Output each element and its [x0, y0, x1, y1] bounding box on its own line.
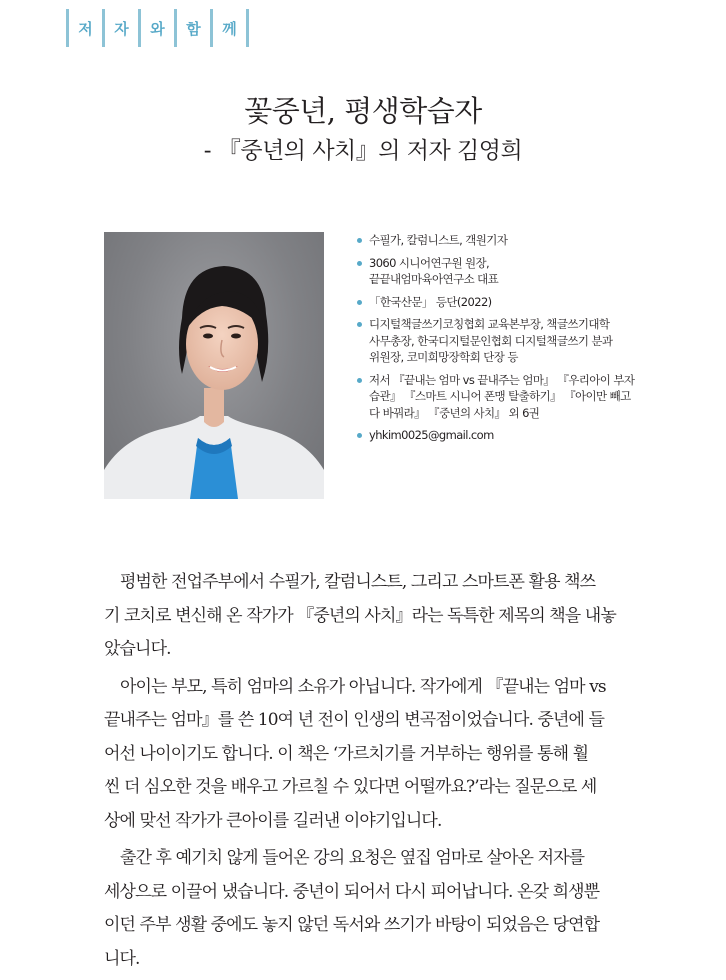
profile-item-text: 「한국산문」 등단(2022)	[369, 294, 492, 309]
paragraph-line: 평범한 전업주부에서 수필가, 칼럼니스트, 그리고 스마트폰 활용 책쓰	[120, 572, 596, 592]
profile-email: yhkim0025@gmail.com	[369, 428, 494, 442]
paragraph-line: 씬 더 심오한 것을 배우고 가르칠 수 있다면 어떨까요?’라는 질문으로 세	[104, 777, 597, 797]
article-paragraph	[104, 671, 649, 839]
section-tag-char: 저	[78, 19, 93, 38]
section-tag-char: 자	[114, 19, 129, 38]
paragraph-line: 기 코치로 변신해 온 작가가 『중년의 사치』라는 독특한 제목의 책을 내놓	[104, 605, 616, 626]
profile-item-text: 3060 시니어연구원 원장,	[369, 255, 490, 270]
paragraph-line: 상에 맞선 작가가 큰아이를 길러낸 이야기입니다.	[104, 810, 442, 831]
article-body	[104, 566, 649, 980]
profile-item-text: 습관』 『스마트 시니어 폰맹 탈출하기』 『아이만 빼고	[369, 389, 631, 403]
section-tag-char: 함	[186, 19, 201, 38]
profile-item-text: 위원장, 코미희망장학회 단장 등	[369, 350, 518, 364]
author-portrait	[104, 232, 324, 499]
profile-item	[355, 255, 655, 288]
profile-item-text: 끝끝내엄마육아연구소 대표	[369, 272, 499, 286]
section-tag	[66, 9, 249, 47]
profile-item-text: 수필가, 칼럼니스트, 객원기자	[369, 233, 508, 247]
paragraph-line: 니다.	[104, 948, 140, 969]
paragraph-line: 았습니다.	[104, 639, 171, 659]
author-portrait-illustration	[104, 232, 324, 499]
profile-item-text: 사무총장, 한국디지털문인협회 디지털책글쓰기 분과	[369, 333, 613, 348]
page-title: 꽃중년, 평생학습자	[244, 94, 482, 128]
paragraph-line: 어선 나이이기도 합니다. 이 책은 ‘가르치기를 거부하는 행위를 통해 훨	[104, 743, 589, 764]
paragraph-line: 끝내주는 엄마』를 쓴 10여 년 전이 인생의 변곡점이었습니다. 중년에 들	[104, 710, 605, 730]
section-tag-char: 와	[150, 19, 165, 38]
section-tag-char: 께	[222, 19, 237, 38]
profile-item	[355, 232, 655, 249]
article-paragraph	[104, 842, 649, 976]
profile-item	[355, 372, 655, 422]
profile-item-text: 저서 『끝내는 엄마 vs 끝내주는 엄마』 『우리아이 부자	[369, 372, 635, 387]
profile-item-text: 다 바꿔라』 『중년의 사치』 외 6권	[369, 405, 540, 420]
profile-item	[355, 294, 655, 311]
paragraph-line: 세상으로 이끌어 냈습니다. 중년이 되어서 다시 피어납니다. 온갖 희생뿐	[104, 881, 600, 902]
article-paragraph	[104, 566, 649, 667]
title-block	[0, 92, 726, 166]
profile-item	[355, 316, 655, 366]
paragraph-line: 출간 후 예기치 않게 들어온 강의 요청은 옆집 엄마로 살아온 저자를	[120, 848, 585, 868]
section-tag-divider	[246, 9, 249, 47]
profile-item-text: 디지털책글쓰기코칭협회 교육본부장, 책글쓰기대학	[369, 317, 610, 331]
paragraph-line: 아이는 부모, 특히 엄마의 소유가 아닙니다. 작가에게 『끝내는 엄마 vs	[120, 676, 606, 697]
author-profile-list	[355, 232, 655, 450]
profile-item	[355, 427, 655, 444]
paragraph-line: 이던 주부 생활 중에도 놓지 않던 독서와 쓰기가 바탕이 되었음은 당연합	[104, 915, 600, 935]
page-subtitle: - 『중년의 사치』의 저자 김영희	[203, 138, 523, 164]
